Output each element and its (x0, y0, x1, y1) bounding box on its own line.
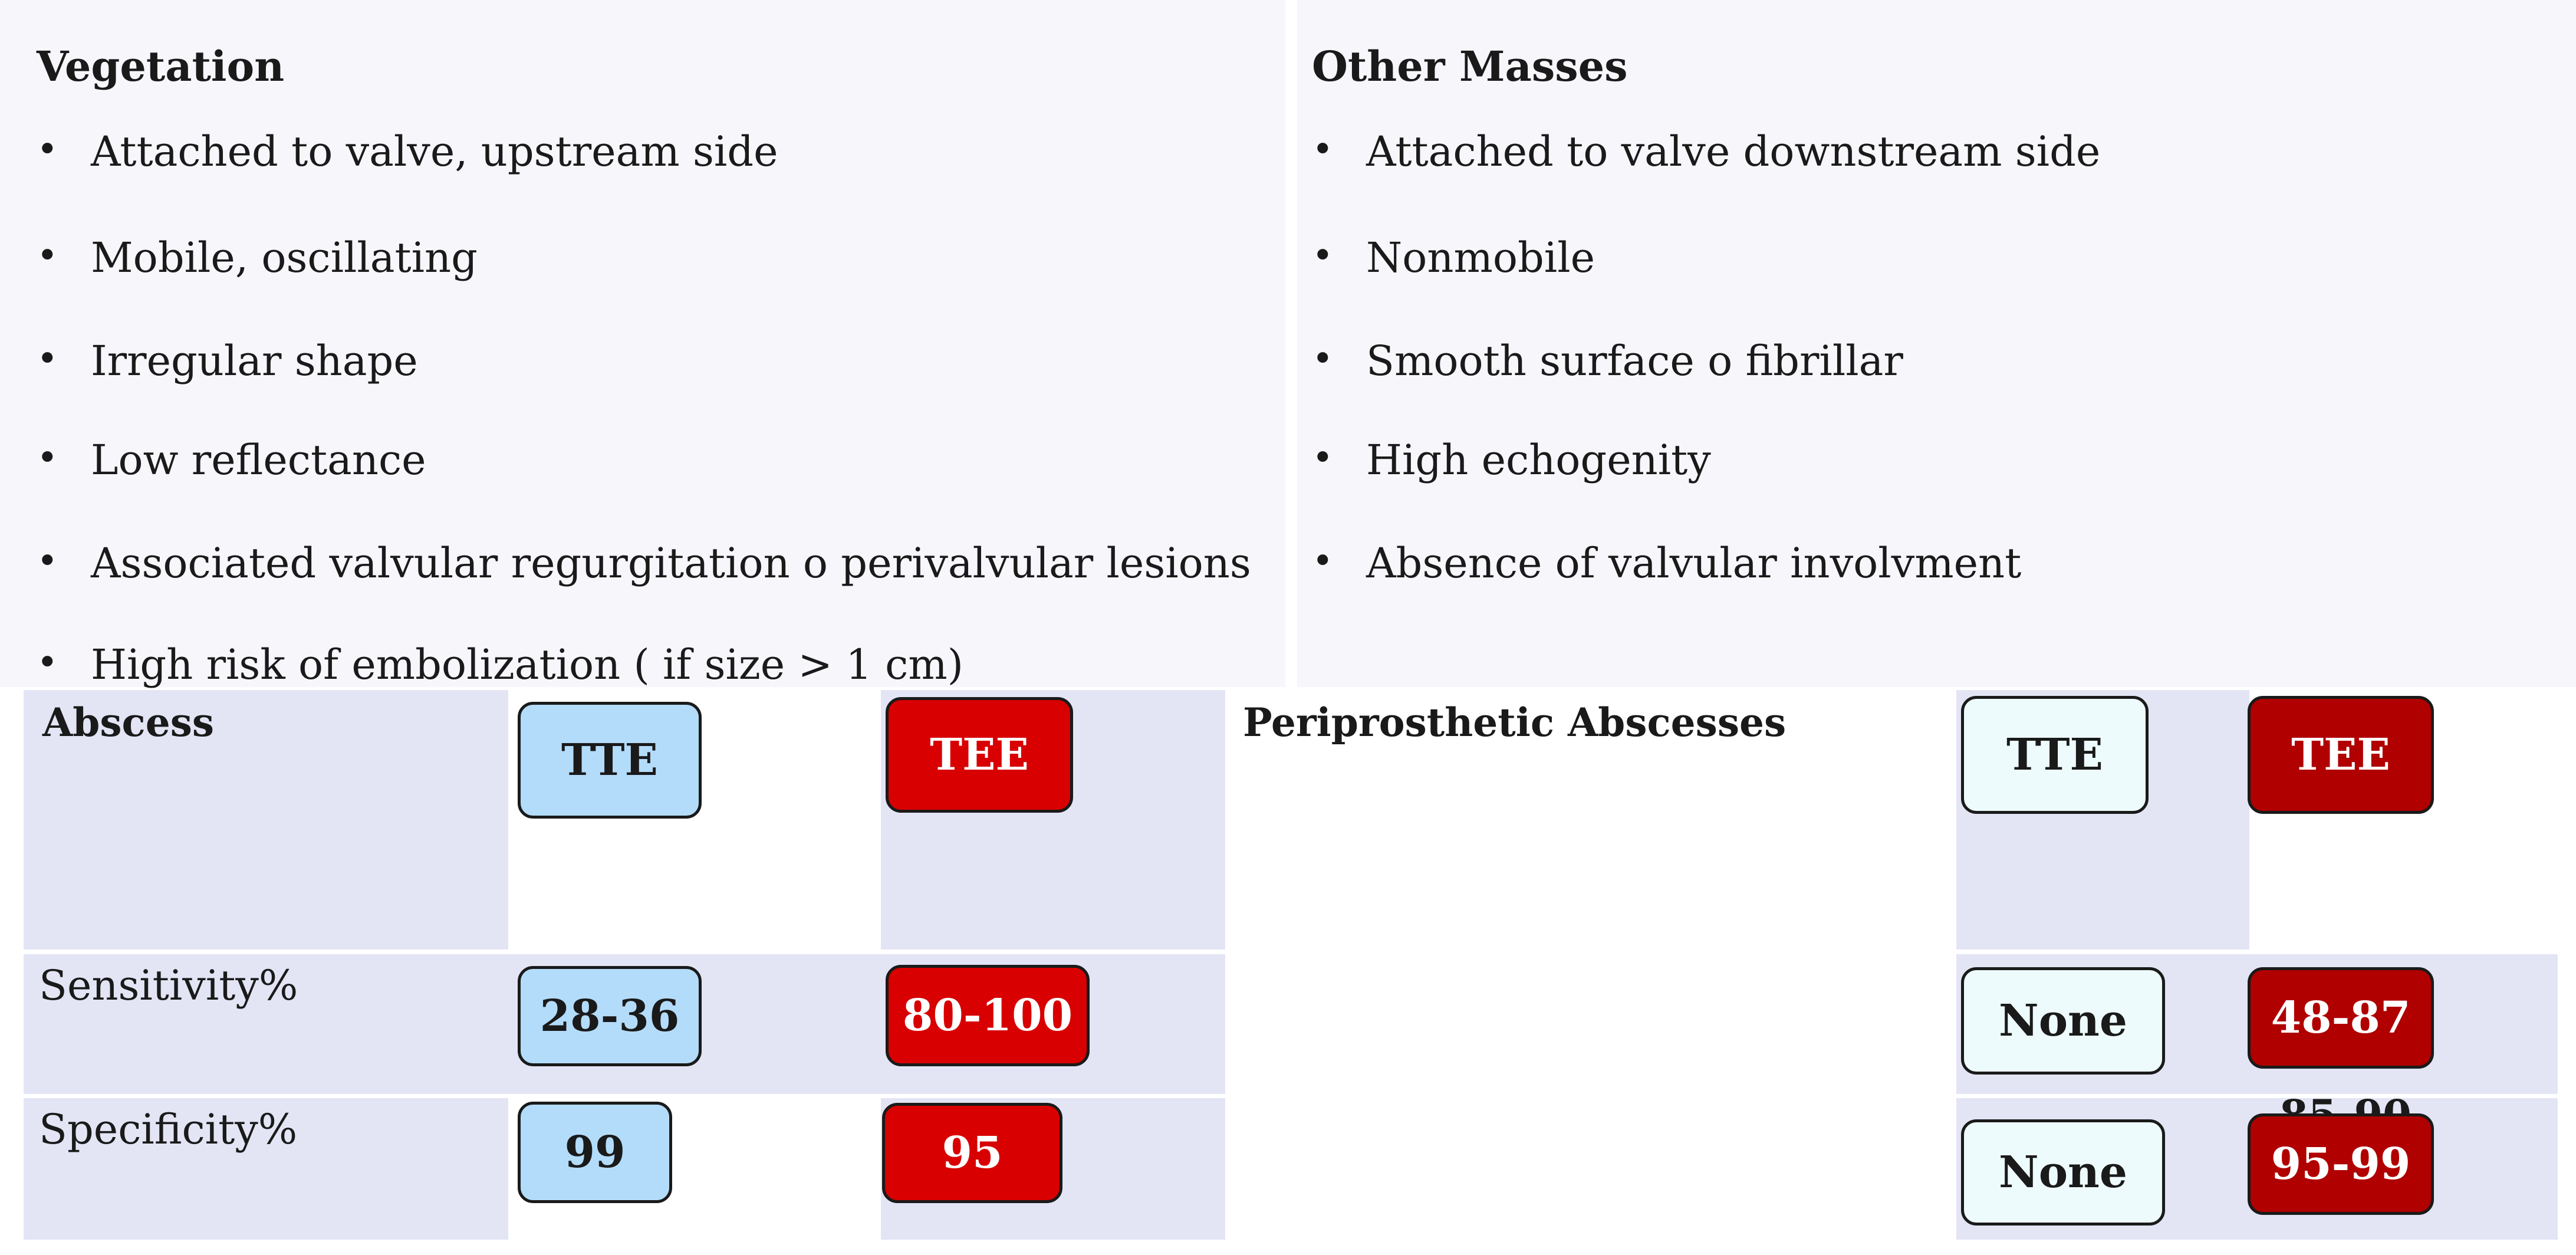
vegetation-item-text: Irregular shape (91, 337, 418, 385)
other-masses-item-text: Nonmobile (1366, 234, 1595, 282)
vegetation-item-text: Mobile, oscillating (91, 234, 478, 282)
abscess-tte-sensitivity-badge: 28-36 (518, 966, 702, 1066)
bullet: • (37, 337, 58, 380)
periprosthetic-tte-sensitivity-badge: None (1961, 967, 2165, 1075)
bullet: • (37, 234, 58, 277)
bullet: • (1312, 436, 1334, 479)
bullet: • (37, 436, 58, 479)
abscess-tee-specificity-badge: 95 (882, 1103, 1062, 1203)
abscess-tee-badge: TEE (886, 697, 1073, 813)
bullet: • (1312, 127, 1334, 170)
bullet: • (37, 127, 58, 170)
bullet: • (37, 539, 58, 582)
bullet: • (37, 640, 58, 684)
vegetation-list (37, 127, 1281, 689)
bullet: • (1312, 234, 1334, 277)
periprosthetic-tte-specificity-badge: None (1961, 1119, 2165, 1226)
specificity-label: Specificity% (39, 1105, 298, 1154)
other-masses-list (1312, 127, 2550, 591)
vegetation-item-text: Attached to valve, upstream side (91, 127, 778, 176)
abscess-tte-specificity-badge: 99 (518, 1102, 672, 1203)
other-masses-item-text: Absence of valvular involvment (1366, 539, 2022, 587)
vegetation-item-text: Associated valvular regurgitation o perivalvular lesions (91, 539, 1251, 587)
abscess-title: Abscess (42, 699, 215, 745)
vegetation-item-text: High risk of embolization ( if size > 1 cm) (91, 640, 964, 689)
vegetation-title: Vegetation (37, 42, 285, 91)
bullet: • (1312, 539, 1334, 582)
abscess-tee-sensitivity-badge: 80-100 (886, 965, 1090, 1066)
vegetation-item-text: Low reflectance (91, 436, 426, 484)
abscess-tte-badge: TTE (518, 702, 702, 819)
periprosthetic-tee-badge: TEE (2248, 696, 2434, 814)
sensitivity-label: Sensitivity% (39, 961, 298, 1010)
other-masses-item-text: High echogenity (1366, 436, 1711, 484)
periprosthetic-tee-specificity-badge: 95-99 (2248, 1113, 2434, 1215)
other-masses-item-text: Smooth surface o fibrillar (1366, 337, 1903, 385)
periprosthetic-title: Periprosthetic Abscesses (1243, 699, 1787, 745)
periprosthetic-tte-badge: TTE (1961, 696, 2149, 814)
bullet: • (1312, 337, 1334, 380)
other-masses-item-text: Attached to valve downstream side (1366, 127, 2101, 176)
other-masses-title: Other Masses (1312, 42, 1628, 91)
periprosthetic-tee-sensitivity-badge: 48-87 (2248, 967, 2434, 1069)
